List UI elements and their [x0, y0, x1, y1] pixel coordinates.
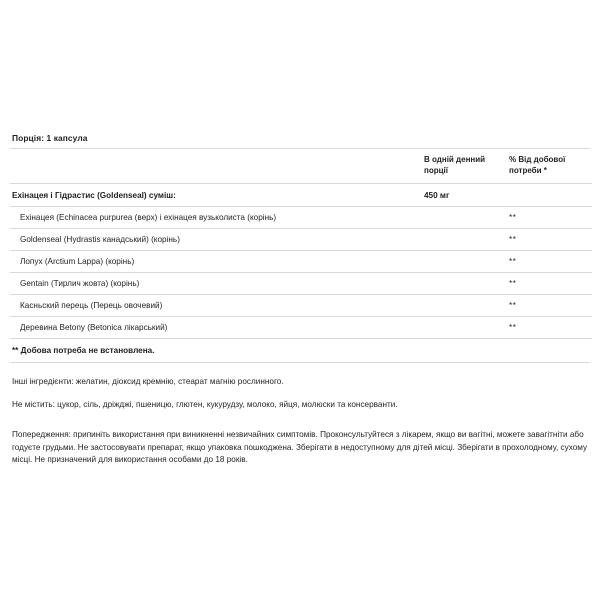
table-row	[10, 294, 592, 316]
ingredient-daily-value: **	[509, 316, 592, 338]
blend-name: Ехінацея і Гідрастис (Goldenseal) суміш:	[10, 183, 424, 206]
ingredient-amount	[424, 250, 509, 272]
ingredient-amount	[424, 316, 509, 338]
table-header-row	[10, 149, 592, 183]
ingredient-amount	[424, 272, 509, 294]
ingredient-amount	[424, 294, 509, 316]
ingredient-name: Касньский перець (Перець овочевий)	[10, 294, 424, 316]
daily-value-footnote: ** Добова потреба не встановлена.	[10, 339, 590, 363]
table-row	[10, 228, 592, 250]
ingredient-daily-value: **	[509, 272, 592, 294]
other-ingredients-text: Інші інгредієнти: желатин, діоксид кремнію, стеарат магнію рослинного.	[12, 376, 284, 386]
blend-amount: 450 мг	[424, 183, 509, 206]
ingredient-name: Деревина Betony (Betonica лікарський)	[10, 316, 424, 338]
ingredient-daily-value: **	[509, 228, 592, 250]
blend-daily-value	[509, 183, 592, 206]
table-row	[10, 206, 592, 228]
ingredient-daily-value: **	[509, 294, 592, 316]
table-row	[10, 316, 592, 338]
ingredient-name: Лопух (Arctium Lappa) (корінь)	[10, 250, 424, 272]
ingredient-name: Ехінацея (Echinacea purpurea (верх) і ехінацея вузьколиста (корінь)	[10, 206, 424, 228]
ingredient-daily-value: **	[509, 250, 592, 272]
warning-text: Попередження: припиніть використання при виникненні незвичайних симптомів. Проконсультуйтеся з лікарем, якщо ви вагітні, можете завагітніти або годуєте грудьми. Не застосовувати препарат, якщо упаковка пошкоджена. Зберігати в недоступному для дітей місці. Зберігати в прохолодному, сухому місці. Не призначений для використання особами до 18 років.	[12, 430, 588, 465]
ingredient-amount	[424, 206, 509, 228]
ingredient-daily-value: **	[509, 206, 592, 228]
column-header-daily-value: % Від добової потреби *	[509, 149, 592, 183]
top-spacer	[10, 0, 590, 133]
ingredient-name: Goldenseal (Hydrastis канадський) (корінь)	[10, 228, 424, 250]
supplement-facts-table	[10, 149, 592, 339]
column-header-amount: В одній денний порції	[424, 149, 509, 183]
ingredient-amount	[424, 228, 509, 250]
table-row	[10, 272, 592, 294]
serving-size: Порція: 1 капсула	[12, 133, 88, 143]
table-row-blend	[10, 183, 592, 206]
column-header-name	[10, 149, 424, 183]
free-from-text: Не містить: цукор, сіль, дріжджі, пшеницю, глютен, кукурудзу, молоко, яйця, молюски та консерванти.	[12, 400, 398, 410]
ingredient-name: Gentain (Тирлич жовта) (корінь)	[10, 272, 424, 294]
table-row	[10, 250, 592, 272]
